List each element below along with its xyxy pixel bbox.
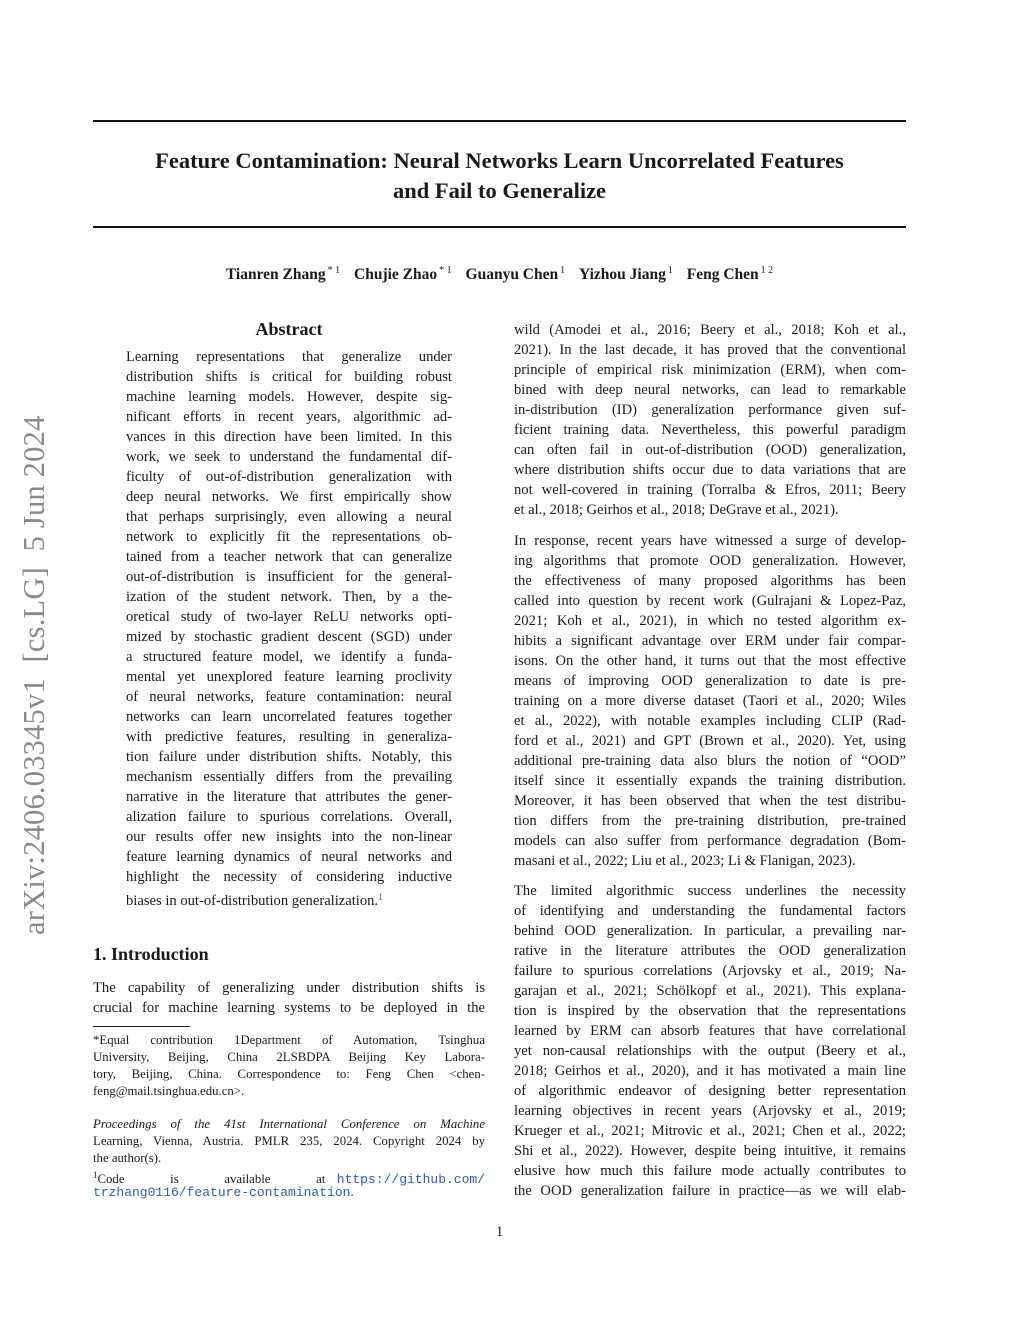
abstract-line: ization of the student network. Then, by a the- xyxy=(126,589,452,605)
code-url-link[interactable]: https://github.com/ xyxy=(336,1172,486,1187)
abstract-line: Learning representations that generalize under xyxy=(126,349,452,365)
body-line: ford et al., 2021) and GPT (Brown et al., 2020). Yet, using xyxy=(514,733,906,749)
footnote-line: tory, Beijing, China. Correspondence to: Feng Chen <chen- xyxy=(93,1067,485,1081)
author: Feng Chen $^{1 2}$ xyxy=(686,265,774,283)
title-line-2: and Fail to Generalize xyxy=(392,178,607,203)
body-line: learning objectives in recent years (Arjovsky et al., 2019; xyxy=(514,1103,906,1119)
body-line: itself since it essentially expands the training distribution. xyxy=(514,773,906,789)
abstract-line: ficulty of out-of-distribution generalization with xyxy=(126,469,452,485)
body-line: the OOD generalization failure in practice—as we will elab- xyxy=(514,1183,906,1199)
body-line: training on a more diverse dataset (Taori et al., 2020; Wiles xyxy=(514,693,906,709)
body-line: ing algorithms that promote OOD generalization. However, xyxy=(514,553,906,569)
title-line-1: Feature Contamination: Neural Networks Learn Uncorrelated Features xyxy=(155,148,844,173)
body-line: models can also suffer from performance degradation (Bom- xyxy=(514,833,906,849)
code-footnote-prefix: Code is available at xyxy=(97,1172,326,1186)
intro-line: crucial for machine learning systems to be deployed in the xyxy=(93,1000,485,1016)
body-line: of algorithmic endeavor of designing better representation xyxy=(514,1083,906,1099)
abstract-line: alization failure to spurious correlations. Overall, xyxy=(126,809,452,825)
abstract-line: feature learning dynamics of neural networks and xyxy=(126,849,452,865)
abstract-line: mechanism essentially differs from the prevailing xyxy=(126,769,452,785)
page-number: 1 xyxy=(495,1224,504,1240)
body-line: 2021; Koh et al., 2021), in which no tested algorithm ex- xyxy=(514,613,906,629)
abstract-line: out-of-distribution is insufficient for the general- xyxy=(126,569,452,585)
author-list xyxy=(93,260,906,286)
body-line: 2021). In the last decade, it has proved that the conventional xyxy=(514,342,906,358)
body-line: means of improving OOD generalization to date is pre- xyxy=(514,673,906,689)
body-line: Shi et al., 2022). However, despite being intuitive, it remains xyxy=(514,1143,906,1159)
arxiv-stamp: arXiv:2406.03345v1 [cs.LG] 5 Jun 2024 xyxy=(17,415,51,935)
body-line: called into question by recent work (Gulrajani & Lopez-Paz, xyxy=(514,593,906,609)
abstract-line: distribution shifts is critical for building robust xyxy=(126,369,452,385)
title-top-rule xyxy=(93,120,906,122)
abstract-line: networks can learn uncorrelated features together xyxy=(126,709,452,725)
code-footnote-mark: 1 xyxy=(93,1170,98,1180)
body-line: the effectiveness of many proposed algorithms has been xyxy=(514,573,906,589)
body-line: In response, recent years have witnessed a surge of develop- xyxy=(514,533,906,549)
footnote-line: feng@mail.tsinghua.edu.cn>. xyxy=(93,1084,245,1098)
abstract-line: work, we seek to understand the fundamental dif- xyxy=(126,449,452,465)
footnote-line: *Equal contribution 1Department of Automation, Tsinghua xyxy=(93,1033,485,1047)
body-line: elusive how much this failure mode actually contributes to xyxy=(514,1163,906,1179)
footnote-line: University, Beijing, China 2LSBDPA Beijing Key Labora- xyxy=(93,1050,485,1064)
body-line: tion is inspired by the observation that the representations xyxy=(514,1003,906,1019)
section-heading-introduction: 1. Introduction xyxy=(93,944,209,964)
abstract-line: tion failure under distribution shifts. Notably, this xyxy=(126,749,452,765)
code-footnote-cont: trzhang0116/feature-contamination. xyxy=(93,1185,354,1200)
intro-line: The capability of generalizing under distribution shifts is xyxy=(93,980,485,996)
abstract-line: mized by stochastic gradient descent (SGD) under xyxy=(126,629,452,645)
body-line: garajan et al., 2021; Schölkopf et al., 2021). This explana- xyxy=(514,983,906,999)
body-line: failure to spurious correlations (Arjovsky et al., 2019; Na- xyxy=(514,963,906,979)
abstract-line: narrative in the literature that attributes the gener- xyxy=(126,789,452,805)
body-line: Krueger et al., 2021; Mitrovic et al., 2021; Chen et al., 2022; xyxy=(514,1123,906,1139)
body-line: behind OOD generalization. In particular, a prevailing nar- xyxy=(514,923,906,939)
author: Yizhou Jiang $^1$ xyxy=(579,265,673,283)
author: Tianren Zhang $^{* 1}$ xyxy=(225,265,341,283)
abstract-line: highlight the necessity of considering inductive xyxy=(126,869,452,885)
abstract-line: of neural networks, feature contamination: neural xyxy=(126,689,452,705)
abstract-line: our results offer new insights into the non-linear xyxy=(126,829,452,845)
body-line: in-distribution (ID) generalization performance given suf- xyxy=(514,402,906,418)
body-line: isons. On the other hand, it turns out that the most effective xyxy=(514,653,906,669)
body-line: tion differs from the pre-training distribution, pre-trained xyxy=(514,813,906,829)
body-line: not well-covered in training (Torralba & Efros, 2011; Beery xyxy=(514,482,906,498)
abstract-line: network to explicitly fit the representations ob- xyxy=(126,529,452,545)
footnote-divider xyxy=(93,1026,190,1027)
title-bottom-rule xyxy=(93,226,906,228)
body-line: 2018; Geirhos et al., 2020), and it has motivated a main line xyxy=(514,1063,906,1079)
body-line: of identifying and understanding the fundamental factors xyxy=(514,903,906,919)
paper-title xyxy=(93,146,906,206)
arxiv-stamp-container xyxy=(14,365,58,935)
body-line: et al., 2022), with notable examples including CLIP (Rad- xyxy=(514,713,906,729)
body-line: principle of empirical risk minimization (ERM), when com- xyxy=(514,362,906,378)
body-line: learned by ERM can absorb features that have correlational xyxy=(514,1023,906,1039)
author: Guanyu Chen $^1$ xyxy=(465,265,566,283)
abstract-last-line: biases in out-of-distribution generalization.$^1$ xyxy=(126,892,383,909)
abstract-line: machine learning models. However, despite sig- xyxy=(126,389,452,405)
abstract-line: a structured feature model, we identify a funda- xyxy=(126,649,452,665)
body-line: additional pre-training data also blurs the notion of “OOD” xyxy=(514,753,906,769)
footnote-marker[interactable]: 1 xyxy=(378,892,383,902)
body-line: bined with deep neural networks, can lead to remarkable xyxy=(514,382,906,398)
abstract-line: tained from a teacher network that can generalize xyxy=(126,549,452,565)
abstract-heading: Abstract xyxy=(255,319,323,339)
body-line: masani et al., 2022; Liu et al., 2023; Li & Flanigan, 2023). xyxy=(514,853,856,869)
proceedings-line: Learning, Vienna, Austria. PMLR 235, 2024. Copyright 2024 by xyxy=(93,1134,485,1148)
body-line: wild (Amodei et al., 2016; Beery et al., 2018; Koh et al., xyxy=(514,322,906,338)
proceedings-line: Proceedings of the 41st International Conference on Machine xyxy=(93,1117,485,1131)
code-url-link-cont[interactable]: trzhang0116/feature-contamination xyxy=(93,1185,351,1200)
abstract-line: oretical study of two-layer ReLU networks opti- xyxy=(126,609,452,625)
abstract-line: deep neural networks. We first empirically show xyxy=(126,489,452,505)
proceedings-line: the author(s). xyxy=(93,1151,162,1165)
body-line: The limited algorithmic success underlines the necessity xyxy=(514,883,906,899)
abstract-line: that perhaps surprisingly, even allowing a neural xyxy=(126,509,452,525)
abstract-line: vances in this direction have been limited. In this xyxy=(126,429,452,445)
body-line: where distribution shifts occur due to data variations that are xyxy=(514,462,906,478)
abstract-line: mental yet unexplored feature learning proclivity xyxy=(126,669,452,685)
body-line: hibits a significant advantage over ERM under fair compar- xyxy=(514,633,906,649)
body-line: ficient training data. Nevertheless, this powerful paradigm xyxy=(514,422,906,438)
author: Chujie Zhao $^{* 1}$ xyxy=(354,265,452,283)
body-line: et al., 2018; Geirhos et al., 2018; DeGrave et al., 2021). xyxy=(514,502,839,518)
body-line: Moreover, it has been observed that when the test distribu- xyxy=(514,793,906,809)
abstract-line: nificant efforts in recent years, algorithmic ad- xyxy=(126,409,452,425)
body-line: yet non-causal relationships with the output (Beery et al., xyxy=(514,1043,906,1059)
abstract-line: with predictive features, resulting in generaliza- xyxy=(126,729,452,745)
body-line: rative in the literature attributes the OOD generalization xyxy=(514,943,906,959)
body-line: can often fail in out-of-distribution (OOD) generalization, xyxy=(514,442,906,458)
